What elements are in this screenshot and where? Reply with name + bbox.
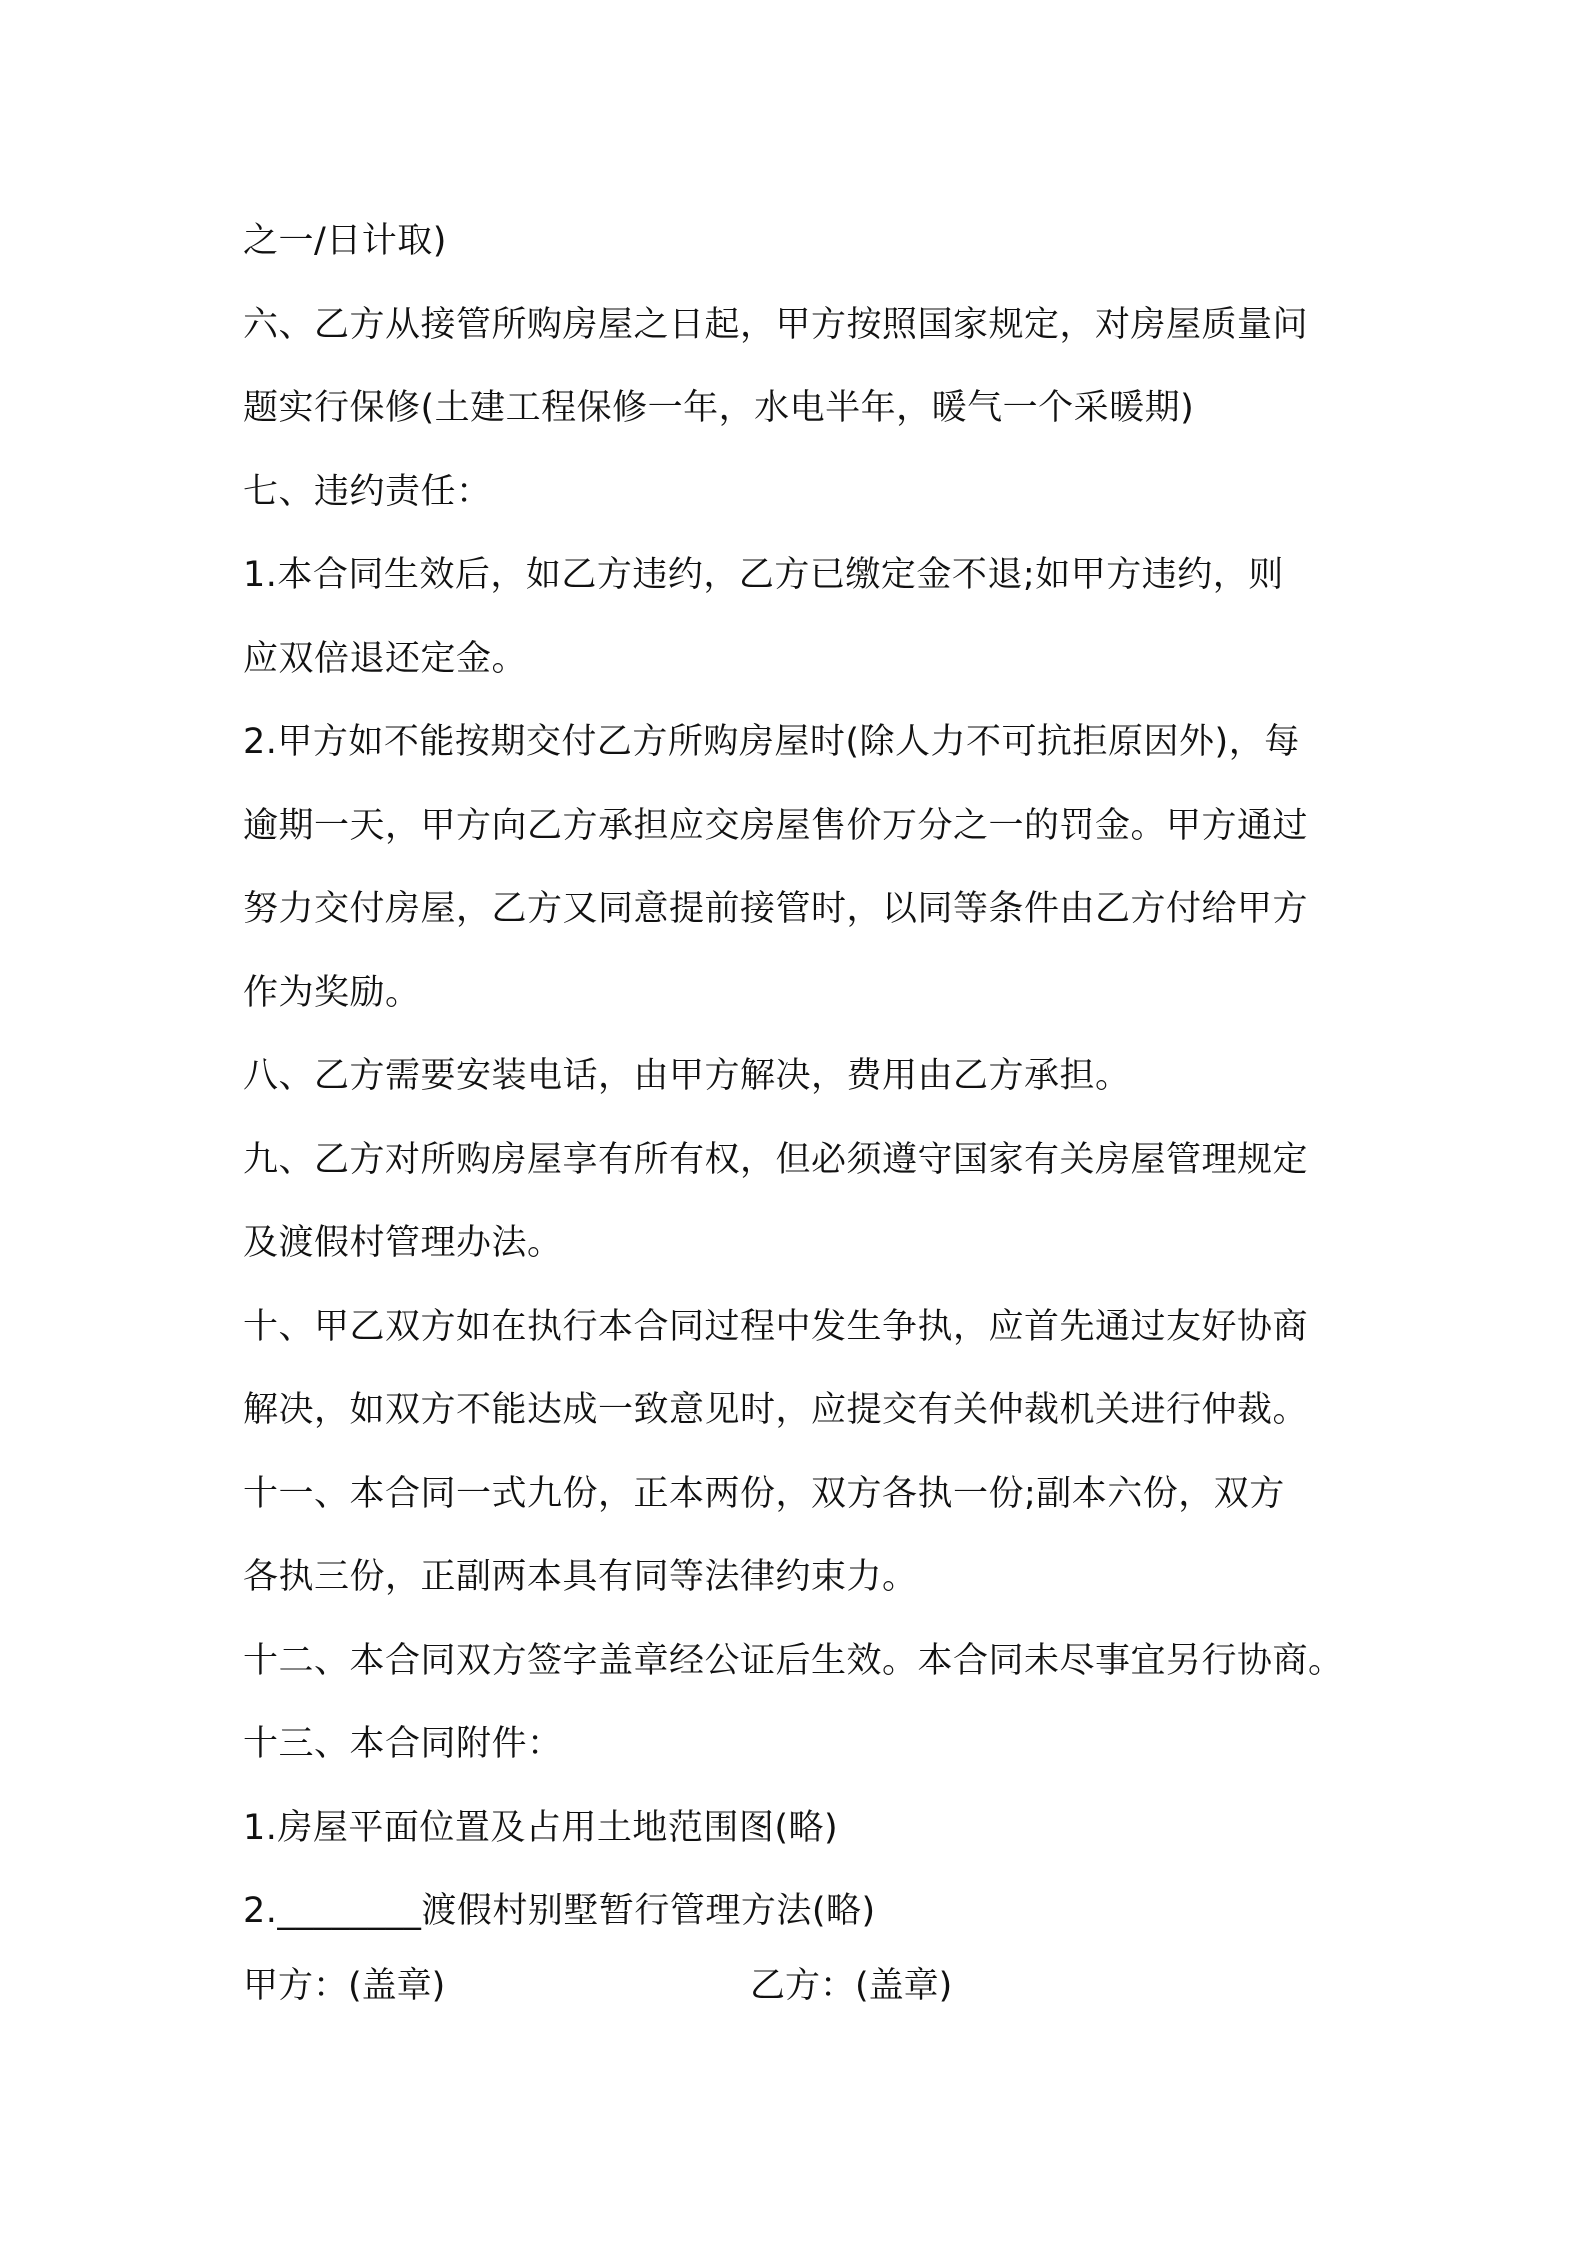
text-line: 十二、本合同双方签字盖章经公证后生效。本合同未尽事宜另行协商。 [243,1640,1344,1681]
text-line: 七、违约责任： [243,471,492,512]
text-line: 八、乙方需要安装电话，由甲方解决，费用由乙方承担。 [243,1056,1131,1096]
text-line: 各执三份，正副两本具有同等法律约束力。 [243,1557,918,1597]
text-line: 2.________渡假村别墅暂行管理方法(略) [243,1891,876,1931]
text-line: 解决，如双方不能达成一致意见时，应提交有关仲裁机关进行仲裁。 [243,1390,1309,1430]
text-line: 九、乙方对所购房屋享有所有权，但必须遵守国家有关房屋管理规定 [243,1139,1309,1180]
text-line: 2.甲方如不能按期交付乙方所购房屋时(除人力不可抗拒原因外)，每 [243,722,1300,762]
contract-body [243,200,1353,1954]
signature-row [243,1944,1353,2028]
party-b-signature: 乙方：(盖章) [750,1966,953,2006]
text-line: 题实行保修(土建工程保修一年，水电半年，暖气一个采暖期) [243,388,1195,428]
text-line: 1.房屋平面位置及占用土地范围图(略) [243,1807,839,1848]
text-line: 六、乙方从接管所购房屋之日起，甲方按照国家规定，对房屋质量问 [243,304,1309,345]
text-line: 十、甲乙双方如在执行本合同过程中发生争执，应首先通过友好协商 [243,1306,1309,1347]
text-line: 之一/日计取) [243,221,447,261]
text-line: 1.本合同生效后，如乙方违约，乙方已缴定金不退;如甲方违约，则 [243,555,1284,595]
party-a-signature: 甲方：(盖章) [243,1966,446,2006]
text-line: 十三、本合同附件： [243,1724,563,1764]
text-line: 作为奖励。 [243,972,421,1013]
text-line: 及渡假村管理办法。 [243,1223,563,1263]
text-line: 十一、本合同一式九份，正本两份，双方各执一份;副本六份，双方 [243,1473,1285,1514]
text-line: 应双倍退还定金。 [243,638,528,679]
text-line: 逾期一天，甲方向乙方承担应交房屋售价万分之一的罚金。甲方通过 [243,805,1309,846]
text-line: 努力交付房屋，乙方又同意提前接管时，以同等条件由乙方付给甲方 [243,889,1309,929]
